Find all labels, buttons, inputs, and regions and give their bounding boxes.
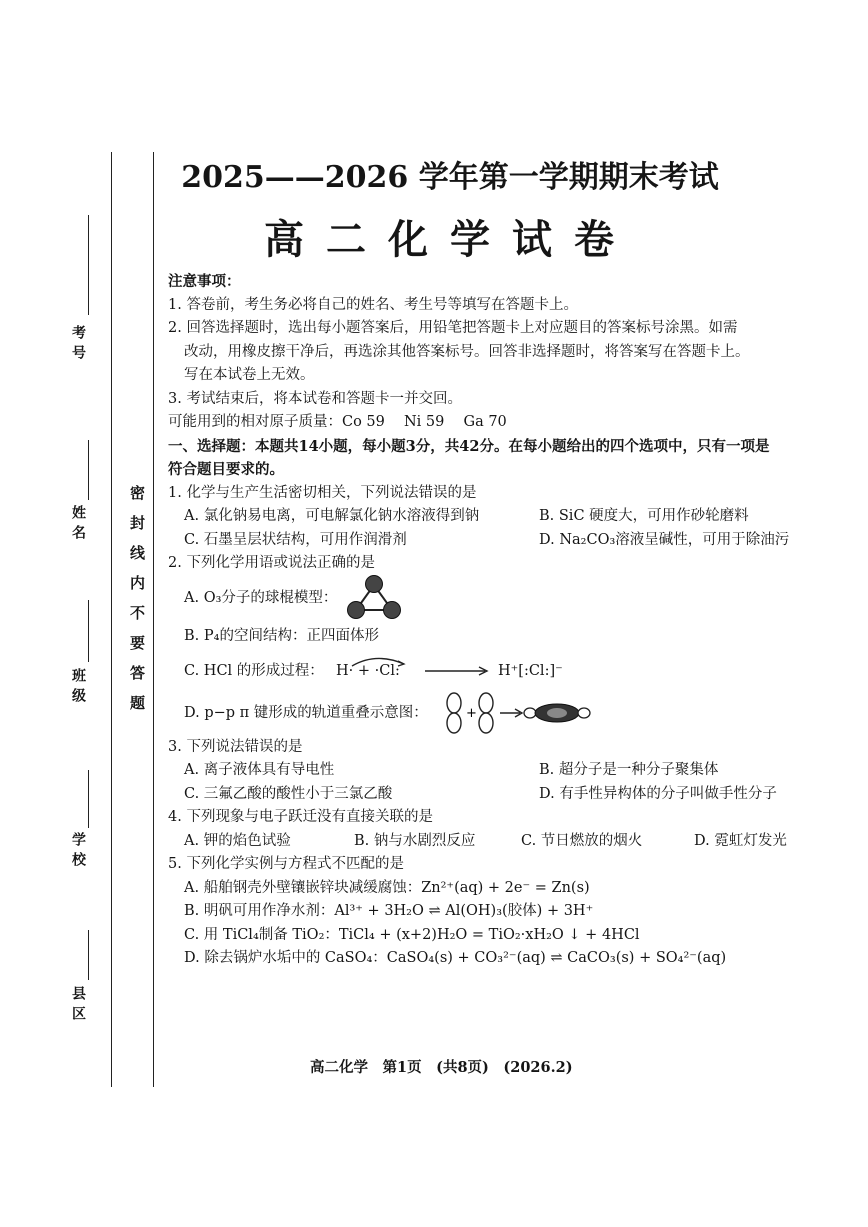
ozone-ball-stick-model: [346, 574, 402, 620]
county-underline: [88, 930, 89, 980]
notice-item-2: 2. 回答选择题时，选出每小题答案后，用铅笔把答题卡上对应题目的答案标号涂黑。如需: [168, 320, 738, 336]
section1-heading: 一、选择题：本题共14小题，每小题3分，共42分。在每小题给出的四个选项中，只有一项是: [168, 437, 770, 455]
q3-option-d: D. 有手性异构体的分子叫做手性分子: [539, 785, 777, 802]
q1-row-1: [168, 505, 808, 529]
q1-option-b: B. SiC 硬度大，可用作砂轮磨料: [539, 508, 749, 524]
class-label: 班级: [70, 668, 86, 708]
q3-option-c: C. 三氟乙酸的酸性小于三氯乙酸: [184, 785, 393, 802]
q2-option-a: A. O₃分子的球棍模型：: [184, 589, 338, 606]
q5-option-a: A. 船舶钢壳外壁镶嵌锌块减缓腐蚀：Zn²⁺(aq) + 2e⁻ = Zn(s): [184, 879, 590, 896]
reaction-arrow-icon: [423, 665, 491, 677]
svg-text:+: +: [466, 705, 477, 721]
page-footer: 高二化学 第1页 (共8页) (2026.2): [310, 1059, 573, 1076]
hcl-formation-left: H· + ·Cl:: [336, 662, 400, 679]
q5-option-b: B. 明矾可用作净水剂：Al³⁺ + 3H₂O ⇌ Al(OH)₃(胶体) + 3H⁺: [184, 903, 594, 919]
exam-content: [168, 270, 808, 971]
q4-row: [168, 830, 808, 854]
q1-row-2: [168, 529, 808, 553]
notice-item-3: 3. 考试结束后，将本试卷和答题卡一并交回。: [168, 390, 462, 407]
q4-option-b: B. 钠与水剧烈反应: [354, 832, 476, 849]
q2-option-c-row: [168, 652, 808, 690]
p-p-pi-orbital-overlap-diagram: [444, 692, 604, 734]
atomic-mass: 可能用到的相对原子质量：Co 59 Ni 59 Ga 70: [168, 414, 507, 430]
q3-stem: 3. 下列说法错误的是: [168, 738, 303, 755]
exam-no-label: 考号: [70, 325, 86, 365]
q2-option-b: [168, 620, 808, 652]
q2-option-a-row: [168, 576, 808, 620]
subject-title: 高二化学试卷: [264, 216, 636, 263]
school-underline: [88, 770, 89, 828]
notice-heading: 注意事项：: [168, 273, 241, 290]
seal-line-text: 密封线内不要答题: [128, 485, 146, 725]
q3-option-a: A. 离子液体具有导电性: [184, 762, 335, 778]
q3-row-2: [168, 783, 808, 807]
class-field[interactable]: [60, 600, 100, 710]
q2-option-d: D. p−p π 键形成的轨道重叠示意图：: [184, 704, 428, 721]
exam-no-field[interactable]: [60, 215, 100, 365]
hcl-formation-right: H⁺[:Cl:]⁻: [498, 662, 563, 679]
notice-item-2-cont2: 写在本试卷上无效。: [184, 367, 315, 383]
q4-option-a: A. 钾的焰色试验: [184, 832, 291, 849]
exam-title: 2025——2026 学年第一学期期末考试: [181, 160, 719, 195]
notice-item-1: 1. 答卷前，考生务必将自己的姓名、考生号等填写在答题卡上。: [168, 296, 578, 313]
q1-option-a: A. 氯化钠易电离，可电解氯化钠水溶液得到钠: [184, 508, 480, 524]
name-underline: [88, 440, 89, 500]
q5-option-c: C. 用 TiCl₄制备 TiO₂：TiCl₄ + (x+2)H₂O = TiO₂·xH₂O ↓ + 4HCl: [184, 926, 640, 943]
binding-line-outer: [111, 152, 112, 1087]
q4-stem: 4. 下列现象与电子跃迁没有直接关联的是: [168, 809, 433, 825]
q1-stem: 1. 化学与生产生活密切相关，下列说法错误的是: [168, 484, 477, 501]
q1-option-d: D. Na₂CO₃溶液呈碱性，可用于除油污: [539, 531, 790, 548]
section1-heading-cont: 符合题目要求的。: [168, 461, 284, 478]
notice-item-2-cont: 改动，用橡皮擦干净后，再选涂其他答案标号。回答非选择题时，将答案写在答题卡上。: [184, 343, 750, 360]
q2-option-c: C. HCl 的形成过程：: [184, 662, 324, 679]
q5-stem: 5. 下列化学实例与方程式不匹配的是: [168, 856, 404, 872]
name-label: 姓名: [70, 505, 86, 545]
q2-option-b-text: B. P₄的空间结构：正四面体形: [184, 627, 379, 644]
q5-option-d: D. 除去锅炉水垢中的 CaSO₄：CaSO₄(s) + CO₃²⁻(aq) ⇌ CaCO₃(s) + SO₄²⁻(aq): [184, 950, 727, 966]
q1-option-c: C. 石墨呈层状结构，可用作润滑剂: [184, 531, 407, 548]
county-field[interactable]: [60, 930, 100, 1040]
name-field[interactable]: [60, 440, 100, 560]
q4-option-c: C. 节日燃放的烟火: [521, 832, 643, 849]
q4-option-d: D. 霓虹灯发光: [694, 832, 787, 849]
q2-option-d-row: [168, 690, 808, 736]
q2-stem: 2. 下列化学用语或说法正确的是: [168, 555, 375, 571]
class-underline: [88, 600, 89, 662]
q3-row-1: [168, 759, 808, 783]
exam-no-underline: [88, 215, 89, 315]
county-label: 县区: [70, 986, 86, 1026]
q3-option-b: B. 超分子是一种分子聚集体: [539, 762, 719, 778]
school-label: 学校: [70, 832, 86, 872]
binding-line-inner: [153, 152, 154, 1087]
school-field[interactable]: [60, 770, 100, 880]
